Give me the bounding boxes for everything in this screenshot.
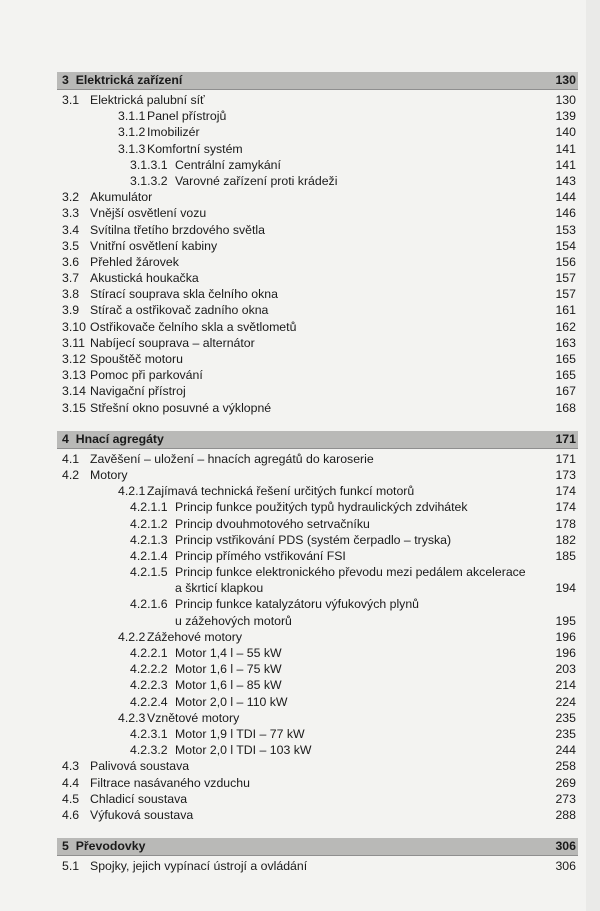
- entry-title: Princip přímého vstřikování FSI: [175, 548, 346, 563]
- chapter-header: [57, 72, 578, 90]
- toc-entry: [57, 400, 578, 416]
- entry-number: 4.2.1.5: [130, 565, 168, 580]
- entry-number: 3.9: [62, 303, 80, 318]
- entry-page: 194: [555, 581, 576, 596]
- toc-entry-continuation: [57, 580, 578, 596]
- entry-page: 143: [555, 173, 576, 188]
- entry-number: 4.2.2.4: [130, 694, 168, 709]
- entry-title: Zavěšení – uložení – hnacích agregátů do karoserie: [90, 451, 374, 466]
- chapter-number: 3: [62, 73, 69, 87]
- entry-number: 3.1: [62, 93, 80, 107]
- entry-number: 3.1.2: [118, 125, 146, 140]
- entry-page: 196: [555, 646, 576, 660]
- entry-number: 3.11: [62, 335, 86, 350]
- chapter-page: 306: [555, 839, 576, 854]
- entry-title: Palivová soustava: [90, 759, 190, 774]
- entry-number: 4.5: [62, 791, 80, 806]
- entry-title: Přehled žárovek: [90, 254, 179, 269]
- entry-page: 130: [555, 93, 576, 107]
- chapter-header: [57, 431, 578, 449]
- entry-title: Chladicí soustava: [90, 791, 188, 806]
- entry-number: 4.2.1.1: [130, 500, 168, 515]
- entry-title: Motor 1,6 l – 75 kW: [175, 662, 282, 677]
- toc-entry: [57, 532, 578, 548]
- toc-entry: [57, 758, 578, 774]
- toc-entry: [57, 108, 578, 124]
- entry-page: 141: [555, 157, 576, 172]
- toc-entry: [57, 302, 578, 318]
- toc-entry: [57, 173, 578, 189]
- entry-page: 244: [555, 743, 576, 758]
- entry-title: Zajímavá technická řešení určitých funkcí motorů: [147, 484, 415, 499]
- entry-number: 3.7: [62, 271, 80, 286]
- entry-title: Vznětové motory: [147, 710, 240, 725]
- entry-title: Akustická houkačka: [90, 271, 199, 286]
- entry-number: 5.1: [62, 859, 80, 874]
- entry-title: Motor 1,9 l TDI – 77 kW: [175, 726, 305, 741]
- toc-entry: [57, 726, 578, 742]
- entry-page: 154: [555, 238, 576, 253]
- entry-title: Motory: [90, 467, 128, 482]
- entry-title: Zážehové motory: [147, 629, 243, 644]
- entry-title: Centrální zamykání: [175, 157, 281, 172]
- entry-number: 4.2.1: [118, 484, 146, 499]
- entry-page: 163: [555, 335, 576, 350]
- toc-entry: [57, 451, 578, 467]
- entry-number: 3.8: [62, 287, 80, 302]
- entry-title: Komfortní systém: [147, 141, 243, 156]
- entry-number: 4.6: [62, 807, 80, 822]
- entry-number: 4.4: [62, 775, 80, 790]
- toc-entry: [57, 742, 578, 758]
- entry-title: Nabíjecí souprava – alternátor: [90, 335, 255, 350]
- entry-title-continuation: u zážehových motorů: [175, 613, 292, 628]
- entry-page: 146: [555, 206, 576, 221]
- entry-page: 141: [555, 141, 576, 156]
- entry-title: Elektrická palubní síť: [90, 93, 205, 107]
- entry-number: 3.12: [62, 352, 86, 366]
- entry-page: 235: [555, 726, 576, 741]
- entry-page: 157: [555, 271, 576, 286]
- entry-page: 182: [555, 532, 576, 547]
- entry-title: Princip vstřikování PDS (systém čerpadlo – tryska): [175, 532, 452, 547]
- entry-page: 167: [555, 384, 576, 399]
- entry-number: 4.2.2.2: [130, 662, 168, 677]
- toc-entry: [57, 564, 578, 580]
- toc-entry: [57, 499, 578, 515]
- entry-page: 144: [555, 190, 576, 205]
- chapter-title-text: Hnací agregáty: [75, 431, 164, 446]
- entry-title: Princip dvouhmotového setrvačníku: [175, 516, 370, 531]
- entry-title: Navigační přístroj: [90, 384, 186, 399]
- toc-entry: [57, 270, 578, 286]
- entry-number: 4.2.2.1: [130, 646, 168, 660]
- toc-entry: [57, 157, 578, 173]
- entry-page: 224: [555, 694, 576, 709]
- entry-number: 3.1.3: [118, 141, 146, 156]
- entry-page: 165: [555, 352, 576, 366]
- table-of-contents: [57, 72, 578, 889]
- chapter-title: [62, 838, 145, 855]
- entry-page: 139: [555, 109, 576, 124]
- entry-number: 4.2: [62, 467, 80, 482]
- entry-title: Imobilizér: [147, 125, 200, 140]
- entry-title: Ostřikovače čelního skla a světlometů: [90, 319, 297, 334]
- chapter-header: [57, 838, 578, 856]
- entry-title: Princip funkce použitých typů hydraulických zdvihátek: [175, 500, 468, 515]
- toc-section: [57, 431, 578, 823]
- toc-entry: [57, 319, 578, 335]
- entry-number: 3.1.3.2: [130, 173, 168, 188]
- entry-number: 4.2.2.3: [130, 678, 168, 693]
- entry-page: 269: [555, 775, 576, 790]
- entry-page: 214: [555, 678, 576, 693]
- toc-entry: [57, 661, 578, 677]
- toc-entry: [57, 677, 578, 693]
- chapter-title: [62, 431, 164, 448]
- toc-entry: [57, 141, 578, 157]
- toc-entry: [57, 205, 578, 221]
- entry-page: 306: [555, 859, 576, 874]
- entry-page: 173: [555, 467, 576, 482]
- entry-number: 4.3: [62, 759, 80, 774]
- entry-number: 4.2.3.1: [130, 726, 168, 741]
- toc-entry: [57, 92, 578, 108]
- entry-page: 140: [555, 125, 576, 140]
- toc-section: [57, 838, 578, 874]
- entry-page: 178: [555, 516, 576, 531]
- toc-entry: [57, 629, 578, 645]
- entry-number: 3.15: [62, 400, 86, 415]
- toc-entry: [57, 467, 578, 483]
- entry-number: 4.2.3: [118, 710, 146, 725]
- entry-number: 4.2.3.2: [130, 743, 168, 758]
- entry-title: Filtrace nasávaného vzduchu: [90, 775, 250, 790]
- entry-title: Stírací souprava skla čelního okna: [90, 287, 278, 302]
- entry-title: Spouštěč motoru: [90, 352, 183, 366]
- entry-title: Motor 1,6 l – 85 kW: [175, 678, 282, 693]
- entry-page: 156: [555, 254, 576, 269]
- chapter-title-text: Převodovky: [75, 839, 146, 854]
- entry-number: 4.2.1.4: [130, 548, 168, 563]
- chapter-page: 171: [555, 431, 576, 446]
- entry-title: Střešní okno posuvné a výklopné: [90, 400, 272, 415]
- entry-number: 4.2.1.6: [130, 597, 168, 612]
- entry-number: 3.3: [62, 206, 80, 221]
- chapter-number: 4: [62, 431, 69, 446]
- toc-entry: [57, 791, 578, 807]
- entry-page: 161: [555, 303, 576, 318]
- entry-number: 4.2.2: [118, 629, 146, 644]
- entry-page: 195: [555, 613, 576, 628]
- entry-title: Princip funkce elektronického převodu mezi pedálem akcelerace: [175, 565, 526, 580]
- entry-number: 3.4: [62, 222, 80, 237]
- toc-entry: [57, 189, 578, 205]
- entry-number: 4.2.1.3: [130, 532, 168, 547]
- chapter-title-text: Elektrická zařízení: [75, 73, 183, 87]
- entry-page: 168: [555, 400, 576, 415]
- chapter-title: [62, 72, 182, 89]
- toc-entry: [57, 254, 578, 270]
- entry-page: 185: [555, 548, 576, 563]
- entry-title: Svítilna třetího brzdového světla: [90, 222, 265, 237]
- toc-entry: [57, 383, 578, 399]
- toc-entry-continuation: [57, 613, 578, 629]
- toc-entry: [57, 238, 578, 254]
- entry-title: Stírač a ostřikovač zadního okna: [90, 303, 269, 318]
- toc-entry: [57, 596, 578, 612]
- toc-entry: [57, 858, 578, 874]
- entry-title: Motor 2,0 l TDI – 103 kW: [175, 743, 312, 758]
- toc-entry: [57, 124, 578, 140]
- entry-title: Výfuková soustava: [90, 807, 194, 822]
- entry-page: 288: [555, 807, 576, 822]
- toc-entry: [57, 516, 578, 532]
- toc-section: [57, 72, 578, 416]
- entry-page: 258: [555, 759, 576, 774]
- entry-number: 3.6: [62, 254, 80, 269]
- entry-number: 4.2.1.2: [130, 516, 168, 531]
- entry-page: 203: [555, 662, 576, 677]
- entry-page: 174: [555, 500, 576, 515]
- entry-title: Vnitřní osvětlení kabiny: [90, 238, 218, 253]
- toc-entry: [57, 645, 578, 661]
- entry-page: 165: [555, 368, 576, 383]
- page-edge: [586, 0, 600, 911]
- entry-number: 3.1.3.1: [130, 157, 168, 172]
- entry-page: 174: [555, 484, 576, 499]
- chapter-page: 130: [555, 73, 576, 87]
- entry-number: 3.14: [62, 384, 86, 399]
- toc-entry: [57, 483, 578, 499]
- toc-entry: [57, 694, 578, 710]
- entry-title: Akumulátor: [90, 190, 153, 205]
- entry-number: 3.1.1: [118, 109, 146, 124]
- entry-page: 162: [555, 319, 576, 334]
- toc-entry: [57, 548, 578, 564]
- entry-title: Pomoc při parkování: [90, 368, 203, 383]
- toc-entry: [57, 710, 578, 726]
- chapter-number: 5: [62, 839, 69, 854]
- entry-number: 3.5: [62, 238, 80, 253]
- entry-number: 4.1: [62, 451, 80, 466]
- entry-title-continuation: a škrticí klapkou: [175, 581, 264, 596]
- toc-entry: [57, 351, 578, 367]
- entry-title: Varovné zařízení proti krádeži: [175, 173, 338, 188]
- entry-number: 3.13: [62, 368, 86, 383]
- toc-entry: [57, 367, 578, 383]
- entry-title: Panel přístrojů: [147, 109, 227, 124]
- toc-entry: [57, 775, 578, 791]
- toc-entry: [57, 335, 578, 351]
- entry-number: 3.2: [62, 190, 80, 205]
- entry-page: 273: [555, 791, 576, 806]
- toc-entry: [57, 807, 578, 823]
- entry-page: 235: [555, 710, 576, 725]
- toc-entry: [57, 222, 578, 238]
- toc-entry: [57, 286, 578, 302]
- entry-title: Motor 2,0 l – 110 kW: [175, 694, 288, 709]
- entry-number: 3.10: [62, 319, 86, 334]
- entry-page: 196: [555, 629, 576, 644]
- entry-title: Vnější osvětlení vozu: [90, 206, 207, 221]
- entry-title: Princip funkce katalyzátoru výfukových plynů: [175, 597, 420, 612]
- entry-page: 157: [555, 287, 576, 302]
- entry-title: Spojky, jejich vypínací ústrojí a ovládání: [90, 859, 308, 874]
- entry-title: Motor 1,4 l – 55 kW: [175, 646, 282, 660]
- entry-page: 153: [555, 222, 576, 237]
- entry-page: 171: [555, 451, 576, 466]
